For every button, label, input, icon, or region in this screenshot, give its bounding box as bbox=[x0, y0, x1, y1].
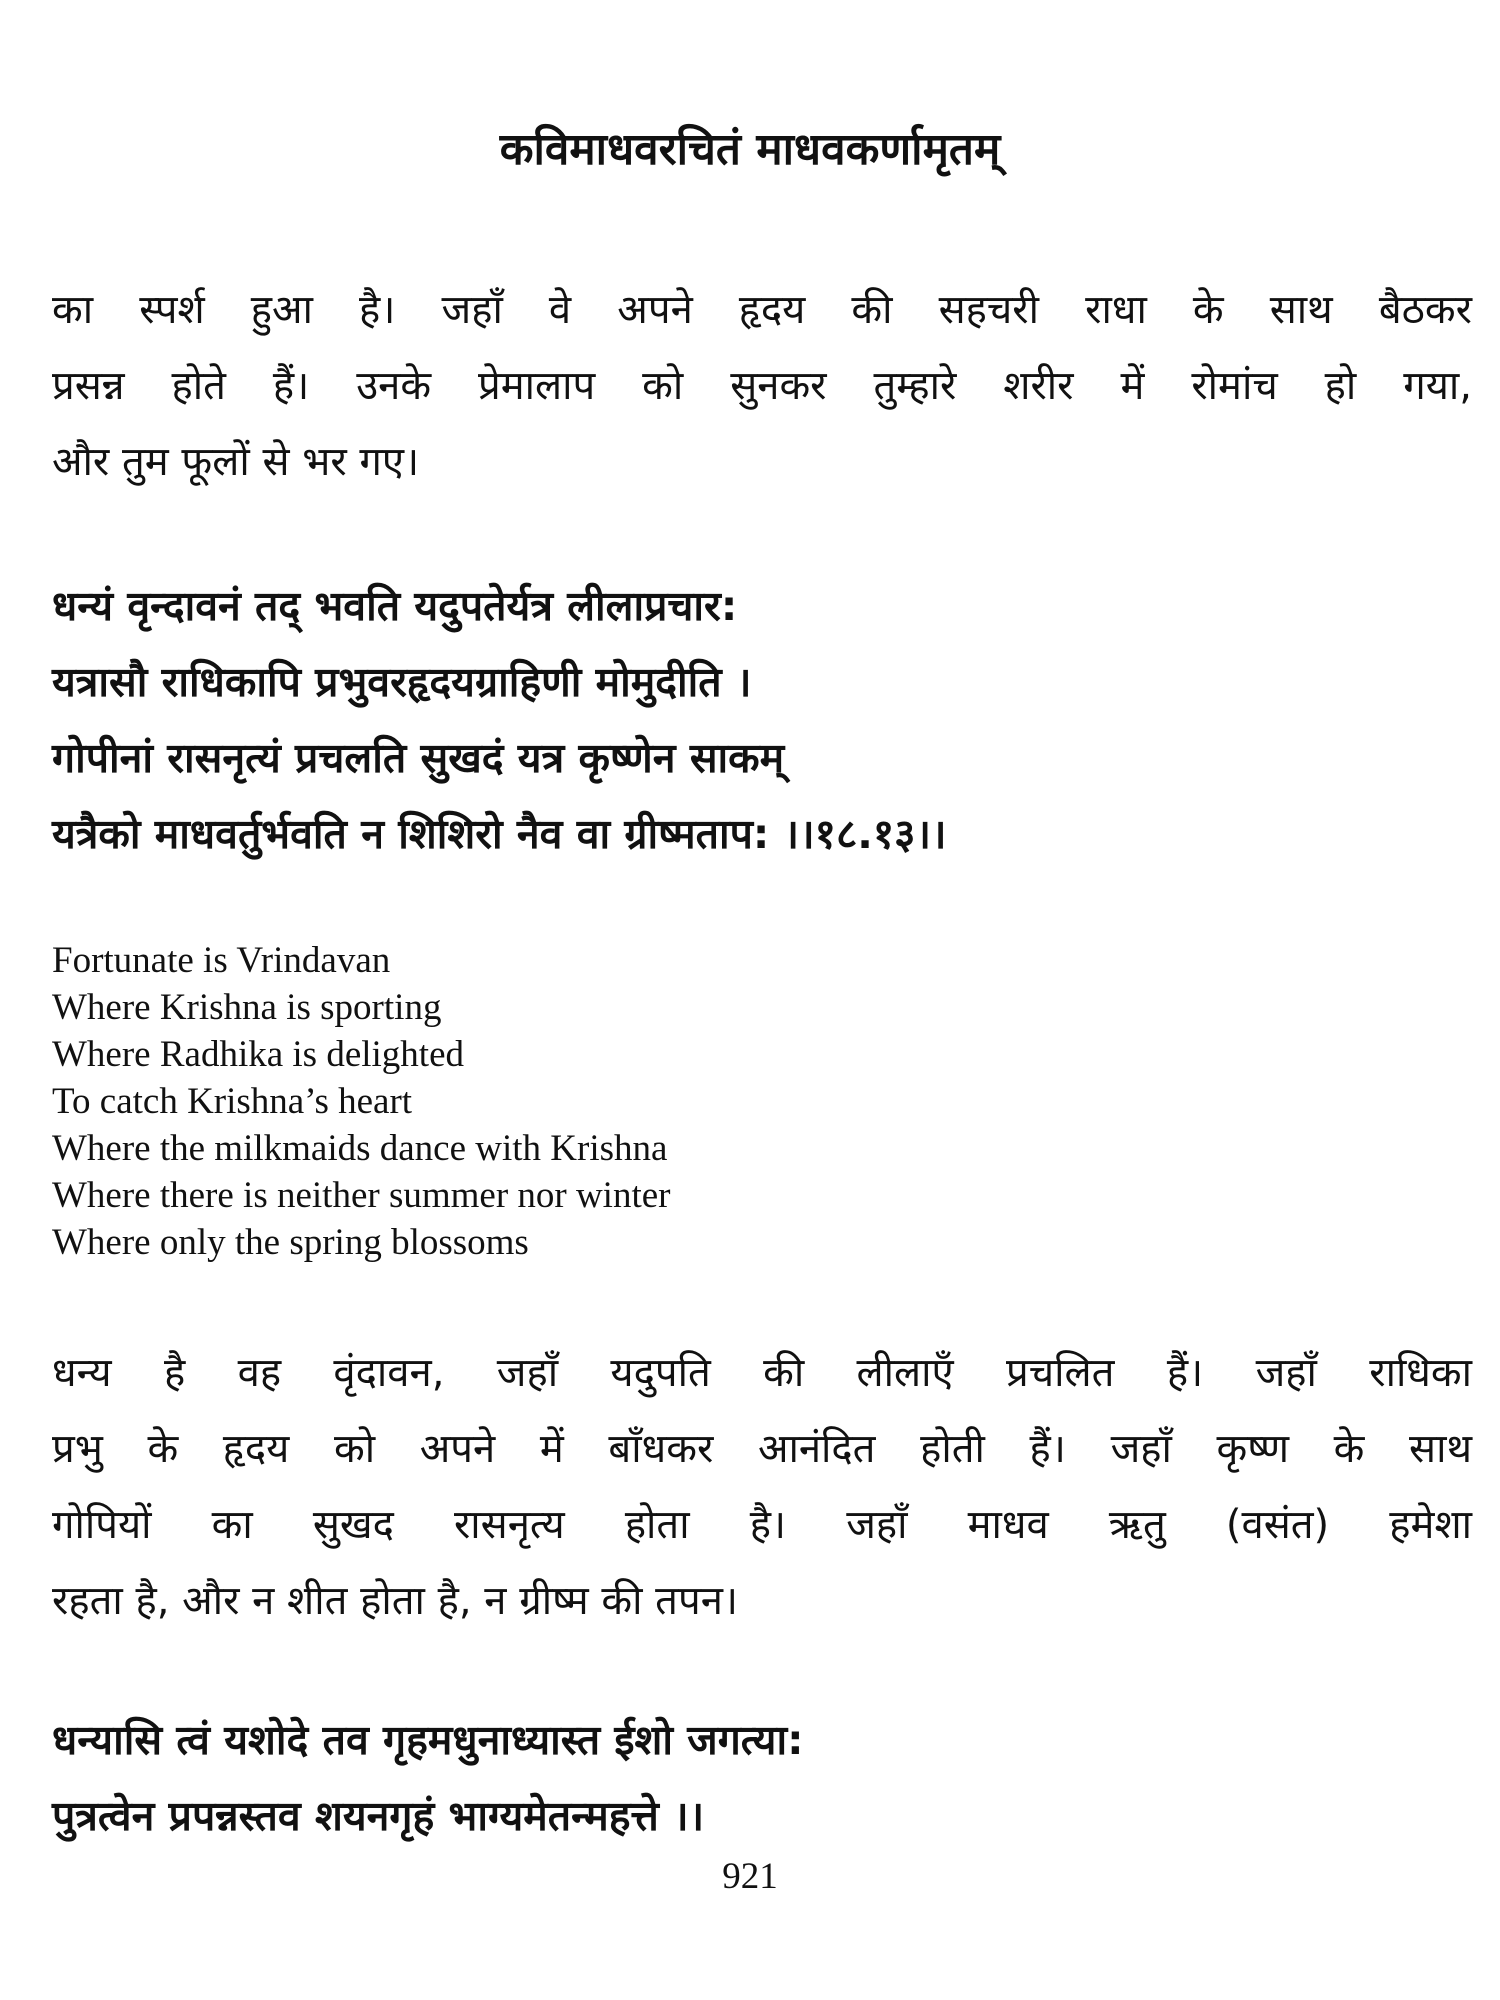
text-line: और तुम फूलों से भर गए। bbox=[52, 439, 420, 485]
sanskrit-verse-1 bbox=[52, 568, 1472, 872]
translation-line: Fortunate is Vrindavan bbox=[52, 940, 391, 981]
hindi-paragraph-2 bbox=[52, 1335, 1472, 1639]
text-line: धन्य है वह वृंदावन, जहाँ यदुपति की लीलाएँ प्रचलित हैं। जहाँ राधिका bbox=[52, 1350, 1472, 1396]
translation-line: Where Radhika is delighted bbox=[52, 1034, 465, 1075]
text-line: प्रभु के हृदय को अपने में बाँधकर आनंदित होती हैं। जहाँ कृष्ण के साथ bbox=[52, 1426, 1472, 1472]
verse-line: पुत्रत्वेन प्रपन्नस्तव शयनगृहं भाग्यमेतन्महत्ते ।। bbox=[52, 1792, 705, 1840]
text-line: का स्पर्श हुआ है। जहाँ वे अपने हृदय की सहचरी राधा के साथ बैठकर bbox=[52, 287, 1472, 333]
sanskrit-verse-2 bbox=[52, 1702, 1472, 1854]
translation-line: To catch Krishna’s heart bbox=[52, 1081, 413, 1122]
translation-line: Where only the spring blossoms bbox=[52, 1222, 529, 1263]
translation-line: Where the milkmaids dance with Krishna bbox=[52, 1128, 668, 1169]
verse-line: धन्यं वृन्दावनं तद् भवति यदुपतेर्यत्र लीलाप्रचार: bbox=[52, 582, 738, 630]
verse-line: धन्यासि त्वं यशोदे तव गृहमधुनाध्यास्त ईशो जगत्या: bbox=[52, 1716, 804, 1764]
text-line: गोपियों का सुखद रासनृत्य होता है। जहाँ माधव ऋतु (वसंत) हमेशा bbox=[52, 1502, 1472, 1548]
hindi-paragraph-1 bbox=[52, 272, 1472, 500]
text-line: रहता है, और न शीत होता है, न ग्रीष्म की तपन। bbox=[52, 1578, 739, 1624]
text-line: प्रसन्न होते हैं। उनके प्रेमालाप को सुनकर तुम्हारे शरीर में रोमांच हो गया, bbox=[52, 363, 1472, 409]
page-number: 921 bbox=[722, 1856, 778, 1897]
verse-line: यत्रासौ राधिकापि प्रभुवरहृदयग्राहिणी मोमुदीति । bbox=[52, 658, 752, 706]
translation-line: Where there is neither summer nor winter bbox=[52, 1175, 671, 1216]
verse-line: यत्रैको माधवर्तुर्भवति न शिशिरो नैव वा ग्रीष्मताप: ।।१८.१३।। bbox=[52, 810, 947, 858]
translation-line: Where Krishna is sporting bbox=[52, 987, 442, 1028]
english-translation bbox=[52, 937, 1472, 1266]
page-title: कविमाधवरचितं माधवकर्णामृतम् bbox=[499, 124, 1001, 175]
verse-line: गोपीनां रासनृत्यं प्रचलति सुखदं यत्र कृष्णेन साकम् bbox=[52, 734, 785, 782]
